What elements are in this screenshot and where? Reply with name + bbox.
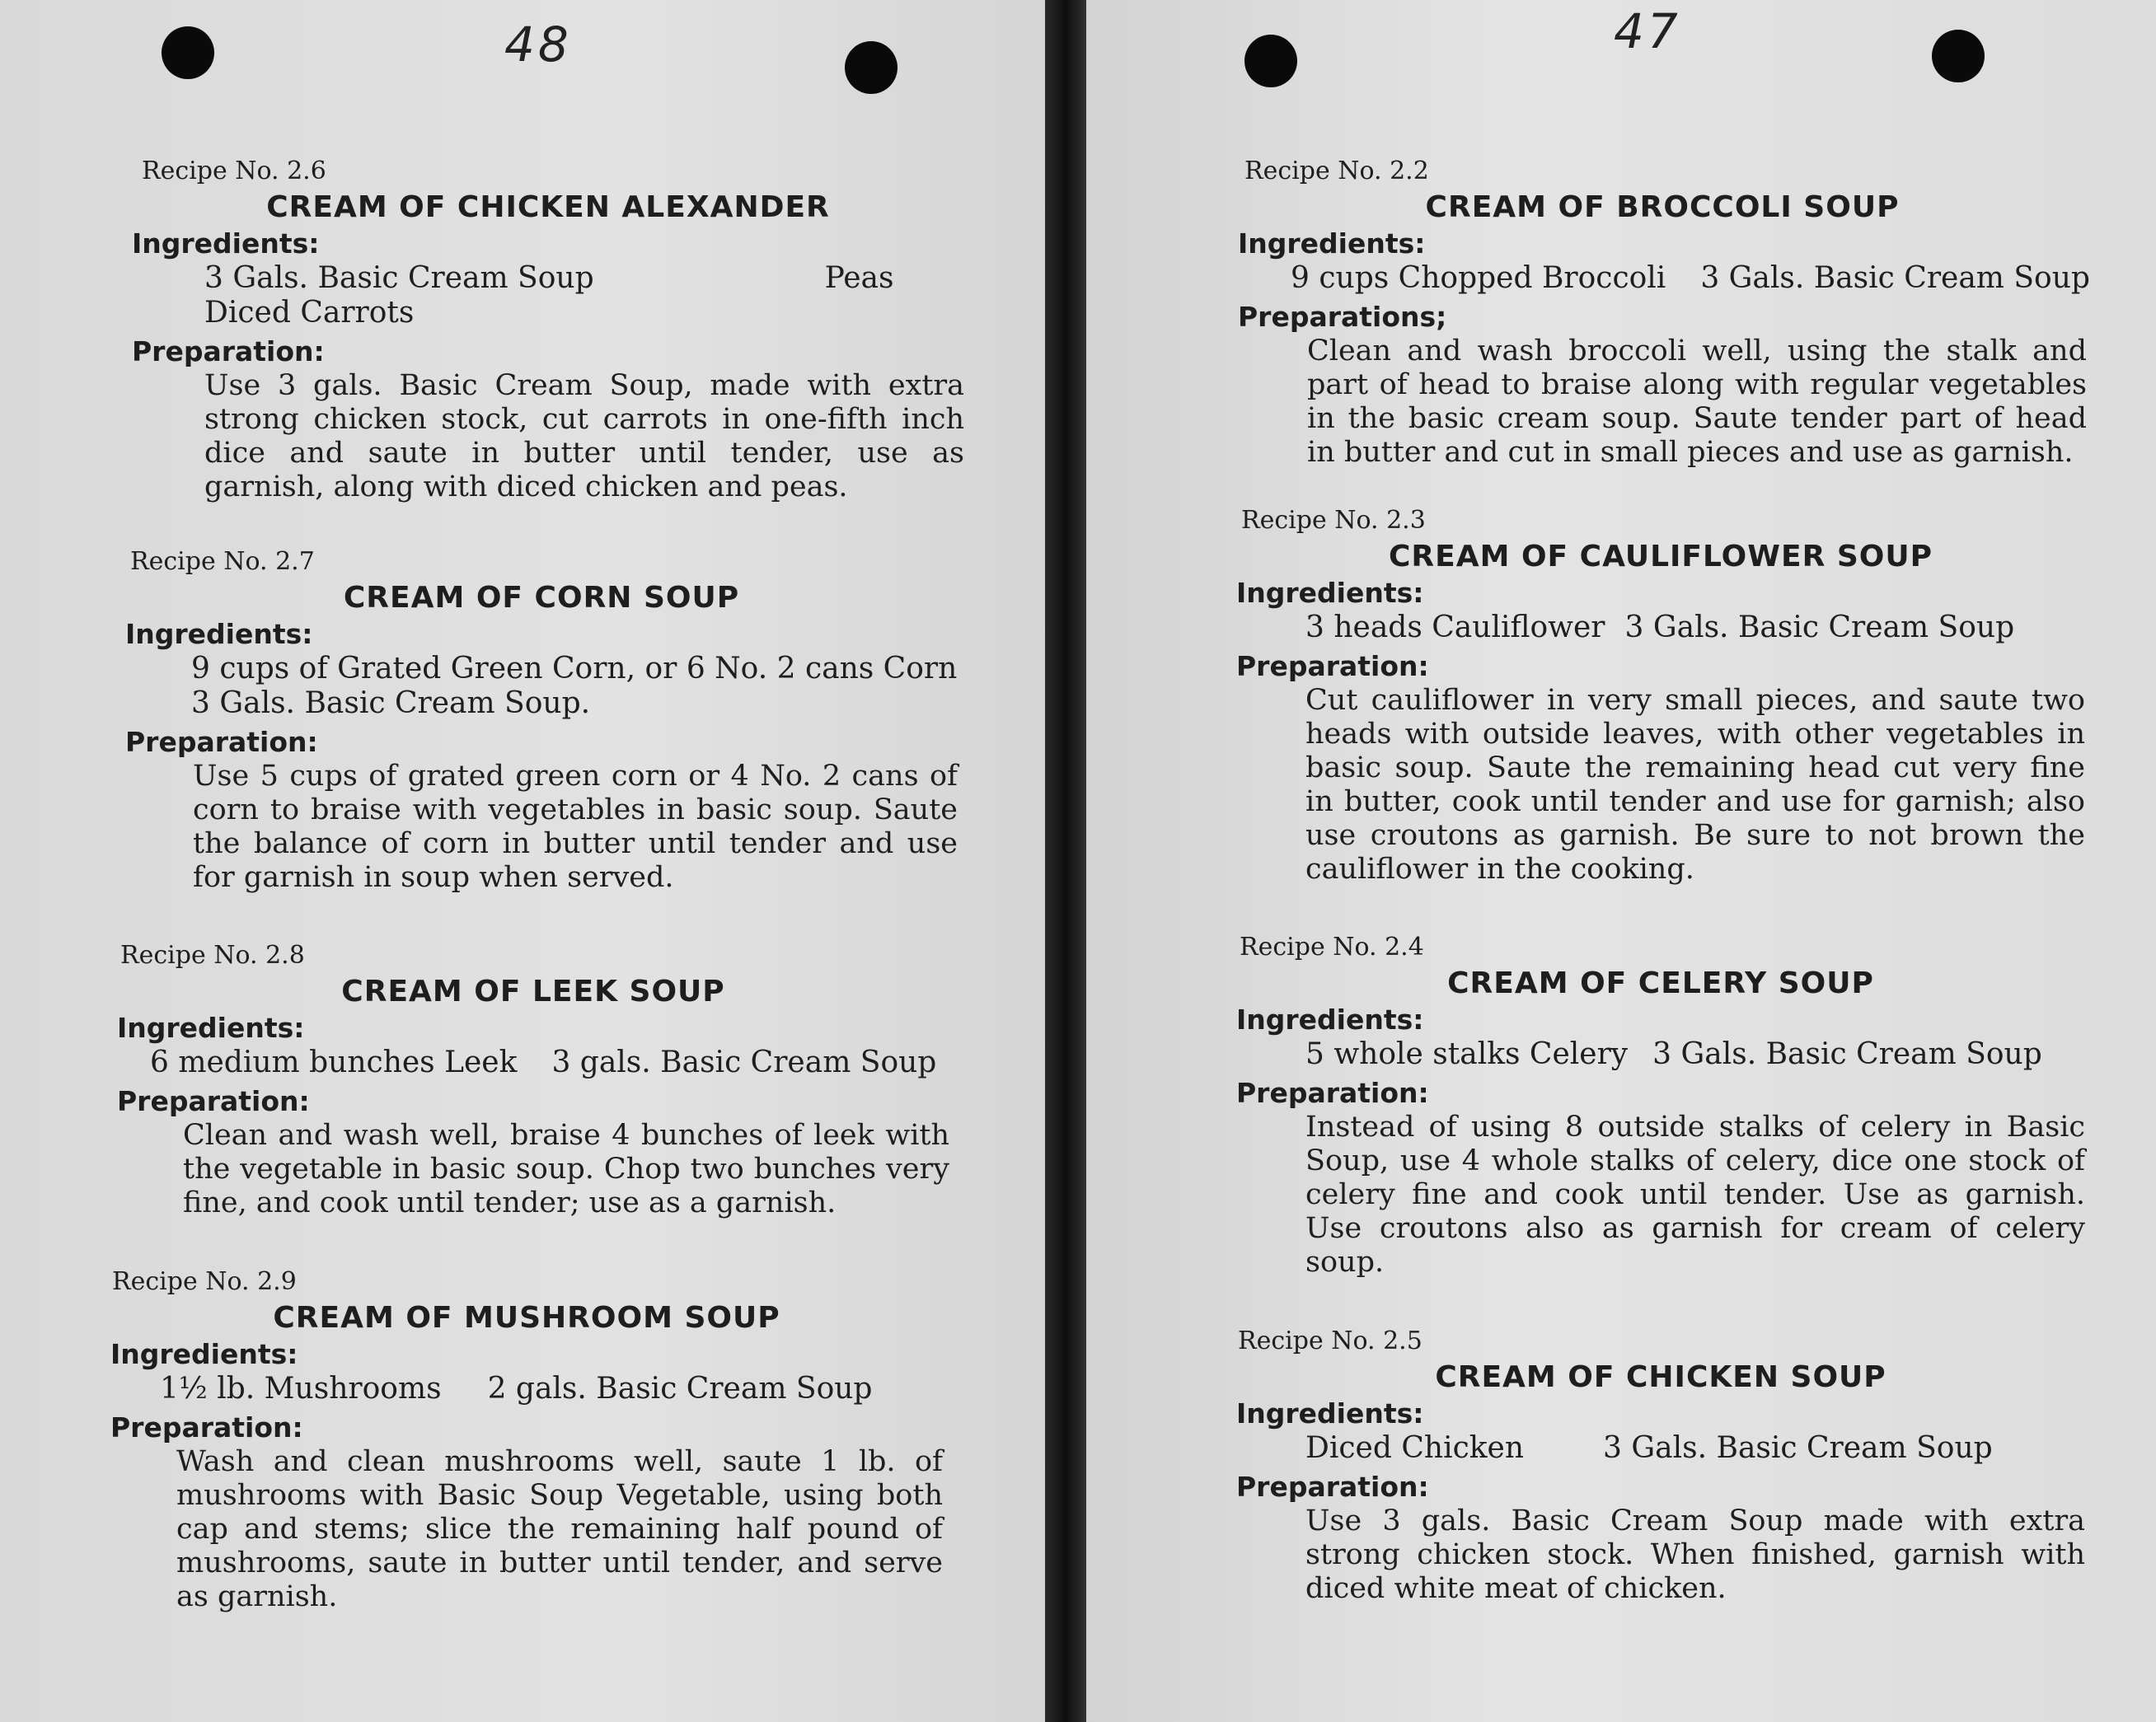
preparation-label: Preparation: [125, 726, 318, 758]
preparation-text: Cut cauliflower in very small pieces, and saute two heads with outside leaves, with other vegetables in basic soup. Saute the remaining head cut very fine in butter, cook until tender and use for garnish; also use croutons as garnish. Be sure to not brown the cauliflower in the cooking. [1305, 684, 2085, 886]
preparation-text: Wash and clean mushrooms well, saute 1 lb. of mushrooms with Basic Soup Vegetable, using both cap and stems; slice the remaining half pound of mushrooms, saute in butter until tender, and serve as garnish. [176, 1445, 943, 1613]
recipe-2-9 [110, 1267, 943, 1614]
recipe-number: Recipe No. 2.4 [1240, 933, 1424, 962]
recipe-number: Recipe No. 2.5 [1238, 1327, 1422, 1355]
recipe-number: Recipe No. 2.9 [112, 1267, 297, 1296]
preparation-text: Clean and wash well, braise 4 bunches of leek with the vegetable in basic soup. Chop two bunches very fine, and cook until tender; use as a garnish. [183, 1119, 949, 1219]
recipe-2-8 [117, 941, 949, 1220]
recipe-number: Recipe No. 2.6 [142, 157, 326, 185]
recipe-2-4 [1236, 933, 2085, 1280]
recipe-title: CREAM OF CORN SOUP [343, 581, 740, 615]
recipe-title: CREAM OF CHICKEN SOUP [1435, 1360, 1886, 1394]
ingredient-item: Peas [824, 261, 894, 295]
ingredient-row [150, 1046, 949, 1080]
punch-hole-right-1 [1244, 35, 1297, 87]
recipe-2-6 [132, 157, 964, 504]
recipe-title: CREAM OF LEEK SOUP [341, 975, 725, 1008]
ingredient-row [1305, 611, 2085, 645]
ingredient-item: 3 Gals. Basic Cream Soup [1652, 1037, 2042, 1071]
ingredient-row [1291, 261, 2090, 296]
preparation-label: Preparation: [117, 1085, 310, 1117]
ingredients-list [1305, 1037, 2085, 1072]
ingredient-item: 3 heads Cauliflower [1305, 611, 1605, 644]
ingredient-item: 5 whole stalks Celery [1305, 1037, 1629, 1071]
preparation-label: Preparation: [110, 1411, 303, 1444]
ingredient-item: 9 cups Chopped Broccoli [1291, 261, 1666, 295]
recipe-title: CREAM OF MUSHROOM SOUP [273, 1301, 780, 1335]
recipe-2-7 [125, 547, 958, 895]
ingredient-item: 3 gals. Basic Cream Soup [551, 1046, 937, 1079]
ingredient-row [1305, 1037, 2085, 1072]
ingredient-item: 3 Gals. Basic Cream Soup [1603, 1431, 1993, 1465]
ingredients-label: Ingredients: [1236, 1004, 1424, 1036]
ingredients-label: Ingredients: [125, 618, 313, 650]
ingredient-row [160, 1372, 943, 1406]
ingredient-row [191, 652, 958, 686]
ingredient-item: 1½ lb. Mushrooms [160, 1372, 442, 1406]
ingredients-list [1291, 261, 2090, 296]
punch-hole-left-1 [162, 26, 214, 79]
ingredient-item: 3 Gals. Basic Cream Soup [204, 261, 594, 295]
ingredient-item: 9 cups of Grated Green Corn, or 6 No. 2 cans Corn [191, 652, 958, 686]
ingredient-item: 3 Gals. Basic Cream Soup [1700, 261, 2090, 295]
ingredients-label: Ingredients: [117, 1012, 305, 1044]
ingredients-label: Ingredients: [1236, 1397, 1424, 1430]
recipe-2-3 [1236, 506, 2085, 887]
preparation-text: Use 3 gals. Basic Cream Soup, made with extra strong chicken stock, cut carrots in one-fifth inch dice and saute in butter until tender, use as garnish, along with diced chicken and peas. [204, 369, 964, 503]
preparation-text: Use 5 cups of grated green corn or 4 No. 2 cans of corn to braise with vegetables in basic soup. Saute the balance of corn in butter until tender and use for garnish in soup when served. [193, 760, 958, 894]
ingredients-label: Ingredients: [132, 227, 320, 260]
book-gutter [1045, 0, 1086, 1722]
punch-hole-left-2 [845, 41, 898, 94]
ingredients-label: Ingredients: [110, 1338, 298, 1370]
ingredient-row [204, 296, 964, 330]
recipe-title: CREAM OF CHICKEN ALEXANDER [266, 190, 830, 224]
ingredient-item: Diced Carrots [204, 296, 415, 330]
preparation-text: Clean and wash broccoli well, using the stalk and part of head to braise along with regular vegetables in the basic cream soup. Saute tender part of head in butter and cut in small pieces and use as garnish. [1307, 335, 2087, 469]
ingredients-label: Ingredients: [1238, 227, 1426, 260]
ingredients-list [191, 652, 958, 721]
page-number-right: 47 [1614, 3, 1681, 59]
ingredient-item: 3 Gals. Basic Cream Soup [1624, 611, 2015, 644]
preparation-label: Preparation: [1236, 650, 1429, 682]
preparation-label: Preparation: [1236, 1471, 1429, 1503]
recipe-2-5 [1236, 1327, 2085, 1606]
punch-hole-right-2 [1932, 30, 1985, 82]
ingredient-item: 3 Gals. Basic Cream Soup. [191, 686, 591, 720]
ingredients-list [150, 1046, 949, 1080]
preparation-text: Use 3 gals. Basic Cream Soup made with extra strong chicken stock. When finished, garnish with diced white meat of chicken. [1305, 1504, 2085, 1605]
ingredient-row [191, 686, 958, 721]
left-page [0, 0, 1045, 1722]
right-page [1086, 0, 2156, 1722]
ingredients-list [1305, 611, 2085, 645]
recipe-2-2 [1238, 157, 2090, 470]
page-number-left: 48 [504, 16, 572, 73]
ingredient-item: 6 medium bunches Leek [150, 1046, 518, 1079]
ingredient-row [204, 261, 964, 296]
ingredients-list [204, 261, 964, 330]
recipe-title: CREAM OF CAULIFLOWER SOUP [1389, 540, 1933, 573]
recipe-number: Recipe No. 2.7 [130, 547, 315, 576]
ingredient-item: Diced Chicken [1305, 1431, 1525, 1465]
ingredients-list [160, 1372, 943, 1406]
recipe-title: CREAM OF BROCCOLI SOUP [1425, 190, 1900, 224]
recipe-title: CREAM OF CELERY SOUP [1447, 966, 1874, 1000]
preparation-label: Preparation: [1236, 1077, 1429, 1109]
recipe-number: Recipe No. 2.8 [120, 941, 305, 970]
ingredient-item: 2 gals. Basic Cream Soup [487, 1372, 873, 1406]
preparation-label: Preparations; [1238, 301, 1447, 333]
recipe-number: Recipe No. 2.3 [1241, 506, 1426, 535]
ingredients-list [1305, 1431, 2085, 1466]
recipe-number: Recipe No. 2.2 [1244, 157, 1429, 185]
ingredients-label: Ingredients: [1236, 577, 1424, 609]
preparation-label: Preparation: [132, 335, 325, 367]
preparation-text: Instead of using 8 outside stalks of celery in Basic Soup, use 4 whole stalks of celery, dice one stock of celery fine and cook until tender. Use as garnish. Use croutons also as garnish for cream of celery soup. [1305, 1111, 2085, 1279]
ingredient-row [1305, 1431, 2085, 1466]
